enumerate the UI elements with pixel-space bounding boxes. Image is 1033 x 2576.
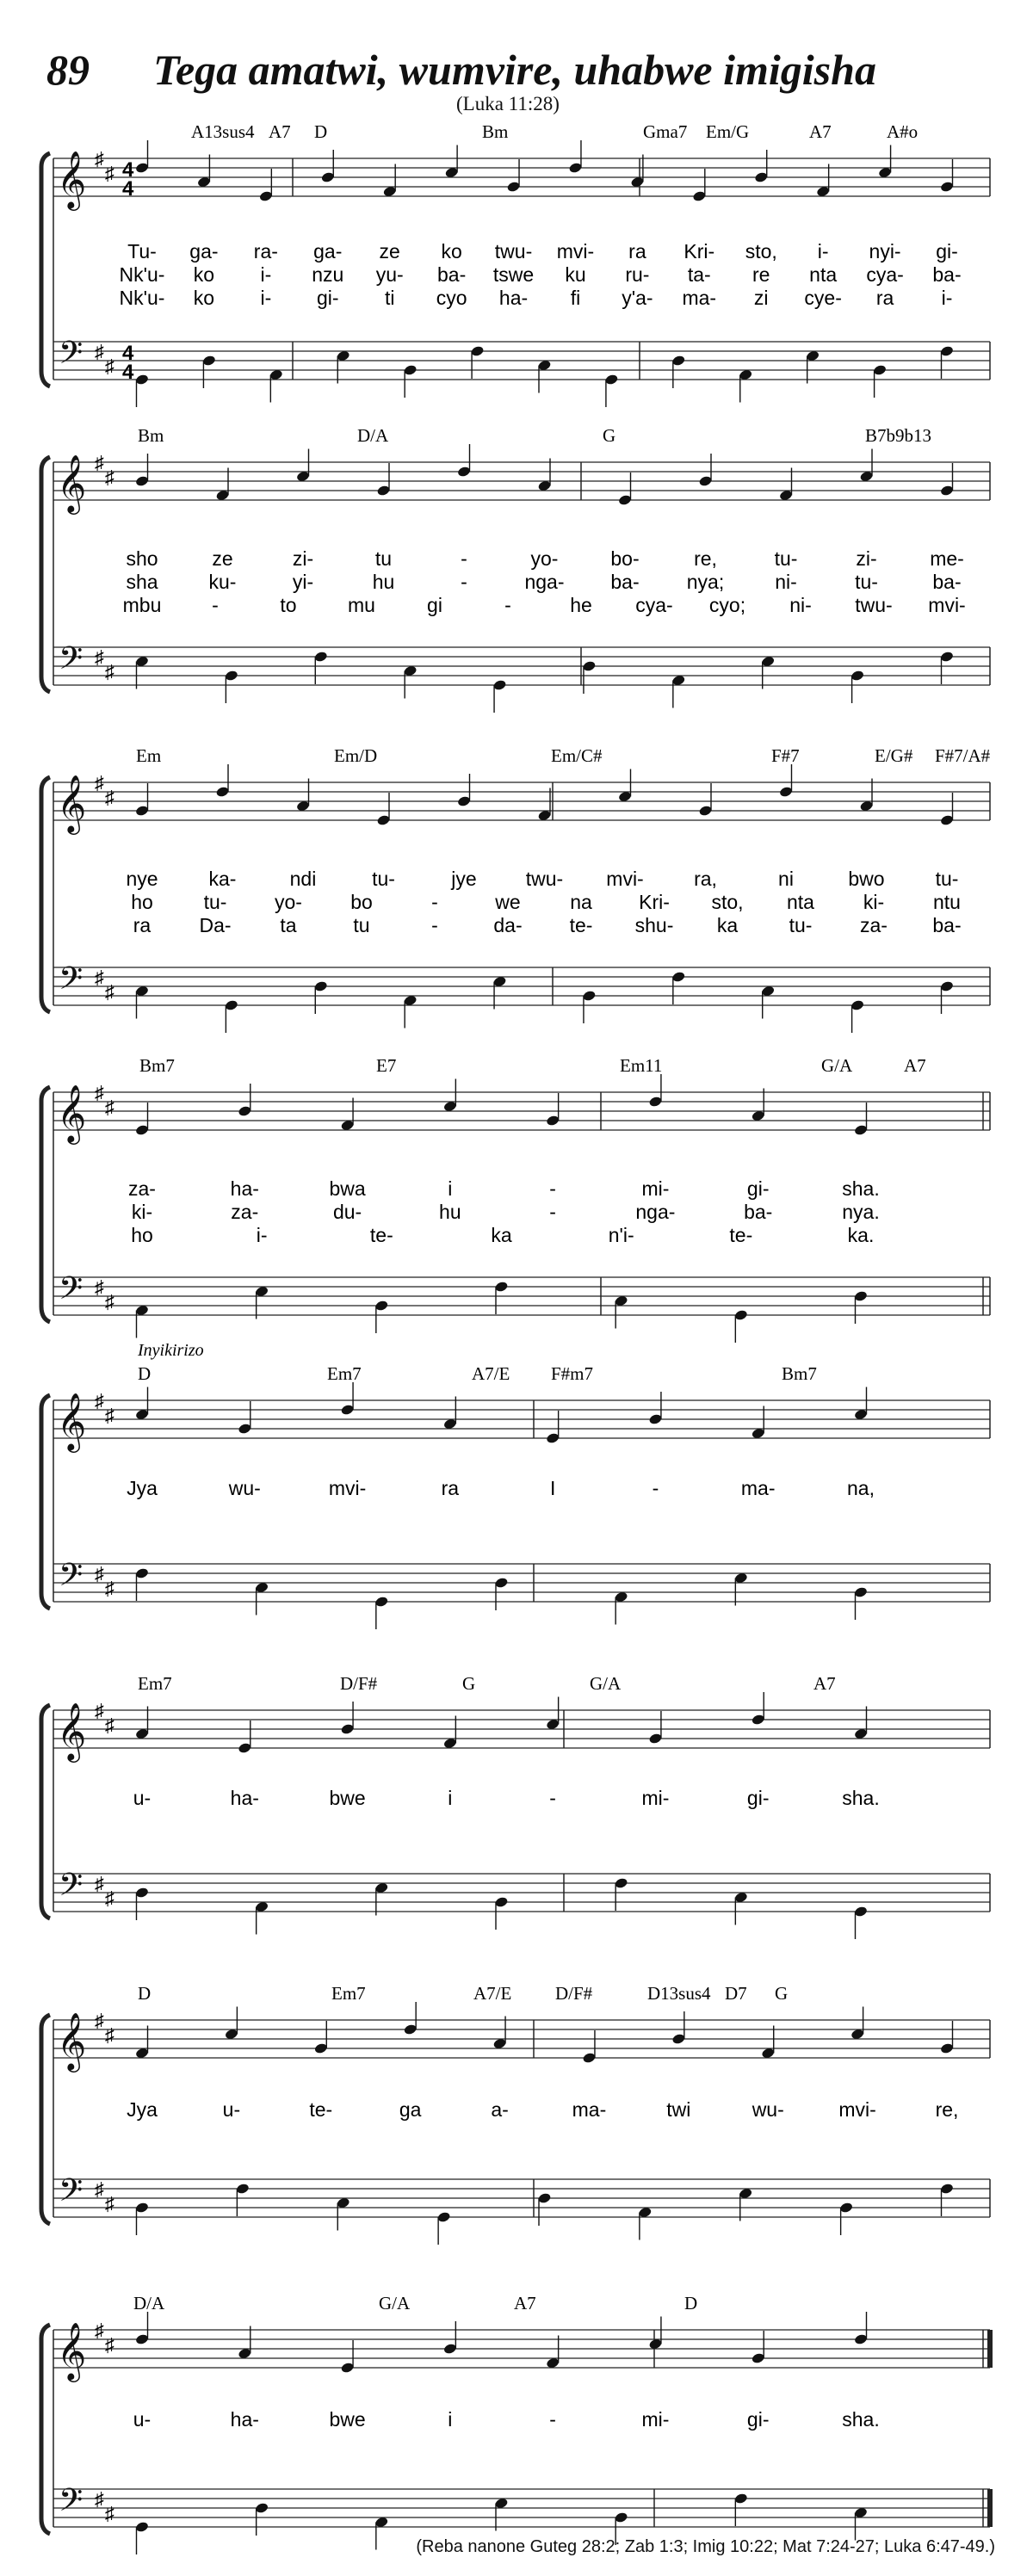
key-sharp-icon: ♯ — [105, 2193, 114, 2215]
lyric-syllable: sha. — [842, 1177, 880, 1200]
lyric-syllable: re, — [935, 2098, 959, 2121]
lyric-syllable: ga- — [189, 240, 219, 263]
key-sharp-icon: ♯ — [95, 148, 104, 170]
lyric-syllable: he — [570, 594, 592, 616]
lyric-syllable: n'i- — [608, 1224, 634, 1246]
lyric-syllable: nga- — [524, 571, 565, 593]
lyric-syllable: twu- — [494, 240, 533, 263]
lyric-syllable: nga- — [635, 1201, 676, 1223]
lyric-syllable: - — [431, 914, 438, 936]
lyric-syllable: twu- — [855, 594, 893, 616]
lyric-syllable: ni- — [789, 594, 812, 616]
lyric-syllable: ga- — [313, 240, 343, 263]
key-sharp-icon: ♯ — [105, 981, 114, 1003]
lyric-syllable: a- — [491, 2098, 509, 2121]
lyric-syllable: tu- — [372, 868, 395, 890]
key-sharp-icon: ♯ — [105, 787, 114, 808]
lyric-syllable: bwa — [329, 1177, 366, 1200]
lyric-syllable: bwo — [848, 868, 885, 890]
lyric-syllable: ho — [131, 1224, 153, 1246]
lyric-syllable: tu- — [789, 914, 813, 936]
lyric-syllable: tu — [353, 914, 370, 936]
lyric-syllable: ni — [778, 868, 794, 890]
key-sharp-icon: ♯ — [105, 466, 114, 488]
key-sharp-icon: ♯ — [95, 772, 104, 794]
lyric-syllable: - — [549, 1787, 556, 1809]
lyric-syllable: cya- — [635, 594, 673, 616]
lyric-syllable: hu — [439, 1201, 461, 1223]
chord-symbol: D — [314, 121, 328, 142]
treble-clef-icon: 𝄞 — [57, 455, 87, 511]
lyric-syllable: Nk'u- — [119, 287, 165, 309]
chord-symbol: E/G# — [875, 745, 913, 766]
lyric-syllable: I — [549, 1477, 556, 1499]
chord-symbol: Em7 — [138, 1673, 172, 1694]
lyric-syllable: ta — [280, 914, 297, 936]
lyric-syllable: ha- — [230, 2408, 259, 2431]
chord-symbol: A7 — [904, 1055, 926, 1076]
key-sharp-icon: ♯ — [95, 2488, 104, 2510]
bass-clef-icon: 𝄢 — [59, 961, 84, 1004]
bass-clef-icon: 𝄢 — [59, 2173, 84, 2215]
lyric-syllable: cyo; — [708, 594, 746, 616]
lyric-syllable: ki- — [863, 891, 885, 913]
lyric-syllable: sha. — [842, 1787, 880, 1809]
lyric-syllable: u- — [133, 1787, 152, 1809]
lyric-syllable: ma- — [740, 1477, 776, 1499]
chord-symbol: D/A — [133, 2293, 165, 2313]
lyric-syllable: re, — [694, 547, 717, 570]
lyric-syllable: ba- — [932, 571, 962, 593]
lyric-syllable: nya. — [842, 1201, 880, 1223]
chord-symbol: D/F# — [555, 1983, 593, 2004]
treble-clef-icon: 𝄞 — [57, 1085, 87, 1141]
lyric-syllable: ko — [441, 240, 462, 263]
lyric-syllable: mu — [348, 594, 375, 616]
chord-symbol: Em/C# — [551, 745, 603, 766]
lyric-syllable: cya- — [866, 263, 904, 286]
system-bracket — [41, 2015, 50, 2224]
chord-symbol: Bm7 — [782, 1363, 817, 1384]
lyric-syllable: sho — [126, 547, 158, 570]
chord-symbol: D — [138, 1363, 152, 1384]
chord-symbol: G — [775, 1983, 789, 2004]
lyric-syllable: mi- — [641, 2408, 670, 2431]
lyric-syllable: me- — [930, 547, 964, 570]
chord-symbol: A7 — [813, 1673, 836, 1694]
system-bracket — [41, 1087, 50, 1322]
key-sharp-icon: ♯ — [95, 1276, 104, 1298]
chord-symbol: G/A — [590, 1673, 622, 1694]
lyric-syllable: shu- — [634, 914, 674, 936]
lyric-syllable: ku- — [208, 571, 237, 593]
chord-symbol: Bm7 — [139, 1055, 175, 1076]
lyric-syllable: gi- — [936, 240, 958, 263]
time-signature-top: 4 — [122, 342, 134, 365]
lyric-syllable: mi- — [641, 1177, 670, 1200]
lyric-syllable: ra — [628, 240, 646, 263]
lyric-syllable: - — [549, 1177, 556, 1200]
chord-symbol: A7/E — [472, 1363, 510, 1384]
lyric-syllable: ba- — [436, 263, 467, 286]
lyric-syllable: tswe — [492, 263, 535, 286]
lyric-syllable: te- — [369, 1224, 393, 1246]
chord-symbol: Gma7 — [643, 121, 688, 142]
time-signature-bottom: 4 — [122, 177, 134, 201]
lyric-syllable: gi- — [746, 1177, 770, 1200]
section-label: Inyikirizo — [138, 1341, 204, 1360]
lyric-syllable: twu- — [525, 868, 564, 890]
lyric-syllable: nzu — [312, 263, 344, 286]
lyric-syllable: tu- — [203, 891, 227, 913]
treble-clef-icon: 𝄞 — [57, 1703, 87, 1759]
lyric-syllable: ra, — [694, 868, 717, 890]
lyric-syllable: za- — [231, 1201, 259, 1223]
lyric-syllable: - — [461, 547, 467, 570]
lyric-syllable: ru- — [625, 263, 650, 286]
lyric-syllable: i- — [256, 1224, 268, 1246]
lyric-syllable: sto, — [711, 891, 744, 913]
lyric-syllable: mvi- — [556, 240, 595, 263]
treble-clef-icon: 𝄞 — [57, 2323, 87, 2379]
chord-symbol: G — [462, 1673, 476, 1694]
lyric-syllable: gi- — [746, 2408, 770, 2431]
lyric-syllable: zi — [753, 287, 769, 309]
lyric-syllable: tu- — [935, 868, 959, 890]
lyric-syllable: Jya — [127, 1477, 158, 1499]
lyric-syllable: i — [448, 1787, 453, 1809]
chord-symbol: A7 — [269, 121, 291, 142]
lyric-syllable: mi- — [641, 1787, 670, 1809]
key-sharp-icon: ♯ — [105, 1887, 114, 1909]
treble-clef-icon: 𝄞 — [57, 2013, 87, 2069]
lyric-syllable: ba- — [744, 1201, 773, 1223]
lyric-syllable: - — [504, 594, 511, 616]
lyric-syllable: u- — [222, 2098, 241, 2121]
lyric-syllable: Nk'u- — [119, 263, 165, 286]
lyric-syllable: Jya — [127, 2098, 158, 2121]
lyric-syllable: ga — [399, 2098, 422, 2121]
system-bracket — [41, 1395, 50, 1609]
lyric-syllable: - — [431, 891, 438, 913]
lyric-syllable: ha- — [498, 287, 529, 309]
lyric-syllable: ntu — [933, 891, 961, 913]
hymn-number: 89 — [46, 46, 90, 94]
chord-symbol: F#m7 — [551, 1363, 594, 1384]
lyric-syllable: ti — [384, 287, 395, 309]
lyric-syllable: - — [212, 594, 219, 616]
lyric-syllable: mvi- — [328, 1477, 367, 1499]
lyric-syllable: nta — [809, 263, 838, 286]
lyric-syllable: ka — [716, 914, 739, 936]
lyric-syllable: gi- — [746, 1787, 770, 1809]
key-sharp-icon: ♯ — [95, 2320, 104, 2341]
footer-references: (Reba nanone Guteg 28:2; Zab 1:3; Imig 10:22; Mat 7:24-27; Luka 6:47-49.) — [416, 2537, 995, 2556]
chord-symbol: A7/E — [473, 1983, 512, 2004]
lyric-syllable: mbu — [122, 594, 162, 616]
chord-symbol: Bm — [138, 425, 164, 446]
treble-clef-icon: 𝄞 — [57, 775, 87, 831]
chord-symbol: Em7 — [327, 1363, 362, 1384]
bass-clef-icon: 𝄢 — [59, 1868, 84, 1910]
system-bracket — [41, 1705, 50, 1918]
lyric-syllable: tu — [374, 547, 393, 570]
key-sharp-icon: ♯ — [105, 2334, 114, 2356]
lyric-syllable: nye — [126, 868, 158, 890]
key-sharp-icon: ♯ — [95, 1873, 104, 1894]
lyric-syllable: sha — [126, 571, 158, 593]
key-sharp-icon: ♯ — [105, 2024, 114, 2046]
lyric-syllable: fi — [570, 287, 581, 309]
chord-symbol: Bm — [482, 121, 509, 142]
system-bracket — [41, 153, 50, 386]
lyric-syllable: yo- — [530, 547, 559, 570]
time-signature-top: 4 — [122, 158, 134, 182]
lyric-syllable: ze — [379, 240, 400, 263]
lyric-syllable: nta — [787, 891, 814, 913]
lyric-syllable: u- — [133, 2408, 152, 2431]
lyric-syllable: - — [549, 2408, 556, 2431]
lyric-syllable: wu- — [228, 1477, 261, 1499]
key-sharp-icon: ♯ — [95, 341, 104, 362]
treble-clef-icon: 𝄞 — [57, 1393, 87, 1449]
key-sharp-icon: ♯ — [95, 452, 104, 473]
chord-symbol: A7 — [809, 121, 832, 142]
lyric-syllable: te- — [569, 914, 593, 936]
lyric-syllable: Kri- — [639, 891, 670, 913]
lyric-syllable: tu- — [855, 571, 878, 593]
chord-symbol: D/A — [357, 425, 389, 446]
lyric-syllable: za- — [860, 914, 888, 936]
lyric-syllable: i- — [260, 287, 272, 309]
lyric-syllable: bwe — [329, 2408, 366, 2431]
lyric-syllable: Tu- — [127, 240, 157, 263]
lyric-syllable: zi- — [856, 547, 877, 570]
bass-clef-icon: 𝄢 — [59, 1271, 84, 1313]
key-sharp-icon: ♯ — [95, 1700, 104, 1721]
key-sharp-icon: ♯ — [95, 1390, 104, 1412]
chord-symbol: D — [138, 1983, 152, 2004]
lyric-syllable: ba- — [610, 571, 640, 593]
lyric-syllable: yu- — [375, 263, 404, 286]
chord-symbol: F#7 — [771, 745, 800, 766]
lyric-syllable: te- — [729, 1224, 753, 1246]
lyric-syllable: ku — [565, 263, 586, 286]
lyric-syllable: ba- — [932, 914, 962, 936]
lyric-syllable: ra- — [253, 240, 278, 263]
lyric-syllable: sha. — [842, 2408, 880, 2431]
lyric-syllable: ta- — [687, 263, 711, 286]
system-bracket — [41, 2325, 50, 2534]
chord-symbol: D — [684, 2293, 698, 2313]
lyric-syllable: jye — [451, 868, 477, 890]
lyric-syllable: i — [448, 2408, 453, 2431]
chord-symbol: Em/G — [706, 121, 750, 142]
lyric-syllable: i- — [817, 240, 829, 263]
lyric-syllable: yo- — [275, 891, 302, 913]
lyric-syllable: - — [652, 1477, 659, 1499]
lyric-syllable: bo- — [610, 547, 640, 570]
lyric-syllable: gi — [427, 594, 442, 616]
lyric-syllable: mvi- — [606, 868, 644, 890]
lyric-syllable: ndi — [289, 868, 317, 890]
hymn-title: Tega amatwi, wumvire, uhabwe imigisha — [153, 46, 876, 94]
scripture-reference: (Luka 11:28) — [456, 93, 560, 114]
key-sharp-icon: ♯ — [105, 2503, 114, 2524]
lyric-syllable: - — [549, 1201, 556, 1223]
lyric-syllable: za- — [128, 1177, 156, 1200]
lyric-syllable: hu — [372, 571, 395, 593]
chord-symbol: A13sus4 — [191, 121, 255, 142]
bass-clef-icon: 𝄢 — [59, 336, 84, 378]
lyric-syllable: nyi- — [869, 240, 901, 263]
lyric-syllable: ko — [193, 287, 215, 309]
chord-symbol: A#o — [887, 121, 919, 142]
lyric-syllable: yi- — [292, 571, 314, 593]
bass-clef-icon: 𝄢 — [59, 1558, 84, 1600]
lyric-syllable: zi- — [292, 547, 314, 570]
key-sharp-icon: ♯ — [105, 355, 114, 377]
chord-symbol: Em/D — [334, 745, 378, 766]
lyric-syllable: du- — [332, 1201, 362, 1223]
treble-clef-icon: 𝄞 — [57, 151, 87, 207]
key-sharp-icon: ♯ — [105, 661, 114, 683]
lyric-syllable: ra — [133, 914, 152, 936]
chord-symbol: D7 — [725, 1983, 747, 2004]
chord-symbol: G — [603, 425, 616, 446]
chord-symbol: A7 — [514, 2293, 536, 2313]
lyric-syllable: wu- — [752, 2098, 784, 2121]
bass-clef-icon: 𝄢 — [59, 641, 84, 683]
lyric-syllable: da- — [493, 914, 523, 936]
chord-symbol: D13sus4 — [647, 1983, 711, 2004]
lyric-syllable: ha- — [230, 1177, 259, 1200]
lyric-syllable: ha- — [230, 1787, 259, 1809]
lyric-syllable: ra — [875, 287, 894, 309]
key-sharp-icon: ♯ — [105, 1405, 114, 1426]
chord-symbol: D/F# — [340, 1673, 378, 1694]
lyric-syllable: ma- — [682, 287, 717, 309]
lyric-syllable: Da- — [199, 914, 232, 936]
chord-symbol: F#7/A# — [935, 745, 991, 766]
key-sharp-icon: ♯ — [95, 646, 104, 668]
lyric-syllable: tu- — [774, 547, 798, 570]
lyric-syllable: ba- — [932, 263, 962, 286]
chord-symbol: Em7 — [331, 1983, 366, 2004]
lyric-syllable: re — [752, 263, 770, 286]
key-sharp-icon: ♯ — [95, 967, 104, 988]
key-sharp-icon: ♯ — [95, 2178, 104, 2200]
lyric-syllable: y'a- — [622, 287, 653, 309]
lyric-syllable: ze — [212, 547, 233, 570]
chord-symbol: B7b9b13 — [865, 425, 932, 446]
lyric-syllable: nya; — [686, 571, 725, 593]
lyric-syllable: sto, — [745, 240, 777, 263]
lyric-syllable: to — [280, 594, 297, 616]
lyric-syllable: bwe — [329, 1787, 366, 1809]
system-bracket — [41, 777, 50, 1012]
lyric-syllable: i- — [941, 287, 953, 309]
chord-symbol: Em11 — [620, 1055, 663, 1076]
lyric-syllable: i — [448, 1177, 453, 1200]
key-sharp-icon: ♯ — [105, 1096, 114, 1118]
lyric-syllable: na, — [847, 1477, 875, 1499]
lyric-syllable: - — [461, 571, 467, 593]
key-sharp-icon: ♯ — [95, 1563, 104, 1585]
time-signature-bottom: 4 — [122, 361, 134, 384]
lyric-syllable: ho — [131, 891, 153, 913]
lyric-syllable: ko — [193, 263, 215, 286]
key-sharp-icon: ♯ — [105, 1291, 114, 1313]
system-bracket — [41, 457, 50, 692]
chord-symbol: G/A — [821, 1055, 853, 1076]
key-sharp-icon: ♯ — [95, 1082, 104, 1103]
lyric-syllable: ni- — [775, 571, 797, 593]
lyric-syllable: te- — [309, 2098, 333, 2121]
lyric-syllable: ka — [491, 1224, 512, 1246]
lyric-syllable: ki- — [131, 1201, 153, 1223]
lyric-syllable: bo — [350, 891, 373, 913]
lyric-syllable: ka. — [847, 1224, 875, 1246]
lyric-syllable: mvi- — [928, 594, 966, 616]
key-sharp-icon: ♯ — [105, 1578, 114, 1599]
lyric-syllable: ma- — [572, 2098, 607, 2121]
lyric-syllable: cye- — [804, 287, 842, 309]
lyric-syllable: i- — [260, 263, 272, 286]
key-sharp-icon: ♯ — [105, 163, 114, 184]
lyric-syllable: gi- — [316, 287, 339, 309]
lyric-syllable: na — [570, 891, 592, 913]
lyric-syllable: we — [495, 891, 521, 913]
chord-symbol: E7 — [376, 1055, 397, 1076]
bass-clef-icon: 𝄢 — [59, 2483, 84, 2525]
key-sharp-icon: ♯ — [95, 2010, 104, 2031]
lyric-syllable: cyo — [436, 287, 467, 309]
lyric-syllable: Kri- — [684, 240, 715, 263]
chord-symbol: Em — [136, 745, 162, 766]
chord-symbol: G/A — [379, 2293, 411, 2313]
lyric-syllable: mvi- — [838, 2098, 876, 2121]
lyric-syllable: ka- — [208, 868, 237, 890]
lyric-syllable: twi — [666, 2098, 691, 2121]
lyric-syllable: ra — [441, 1477, 460, 1499]
key-sharp-icon: ♯ — [105, 1714, 114, 1736]
